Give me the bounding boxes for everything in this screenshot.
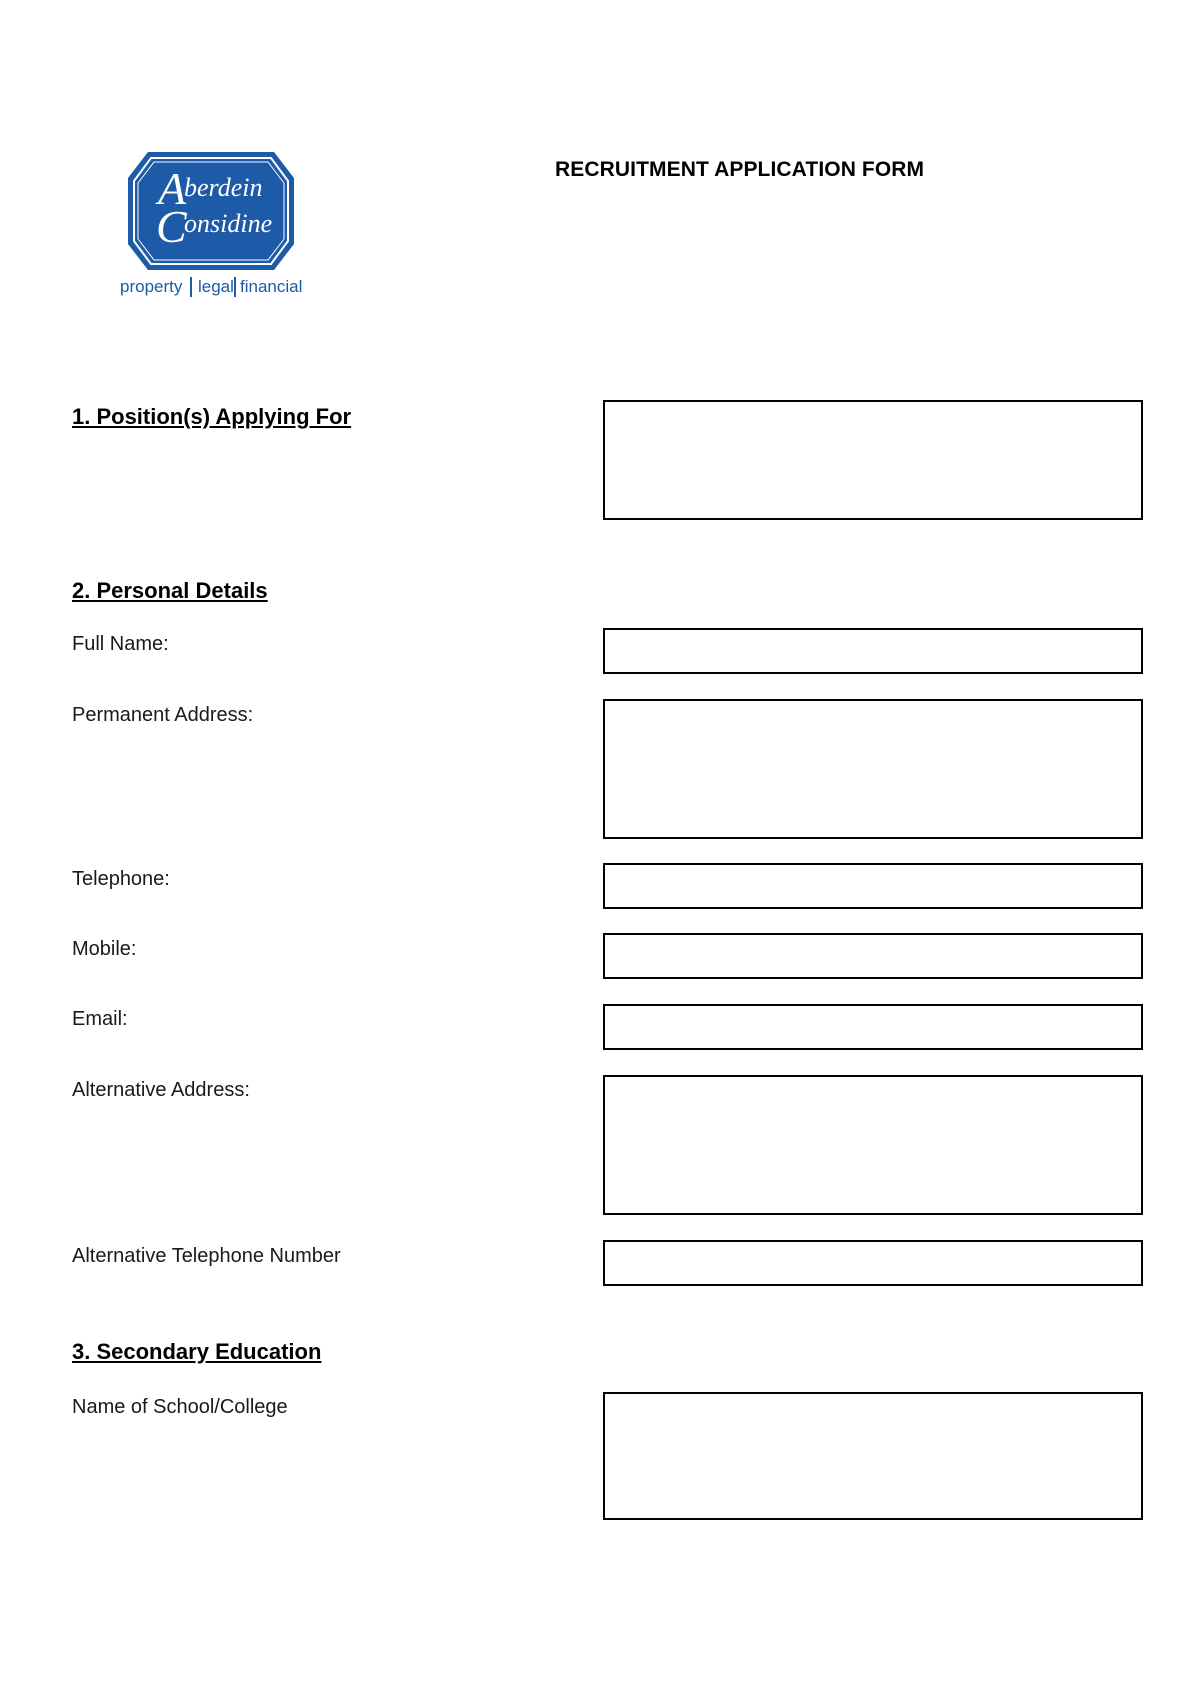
logo-line-1: berdein [184, 173, 263, 202]
form-title: RECRUITMENT APPLICATION FORM [555, 158, 925, 181]
full-name-field[interactable] [603, 628, 1143, 674]
mobile-field[interactable] [603, 933, 1143, 979]
logo-line-2: onsidine [184, 209, 273, 238]
permanent-address-field[interactable] [603, 699, 1143, 839]
alternative-telephone-label: Alternative Telephone Number [72, 1245, 341, 1267]
school-name-label: Name of School/College [72, 1396, 288, 1418]
telephone-label: Telephone: [72, 868, 170, 890]
section-heading-secondary-education: 3. Secondary Education [72, 1339, 322, 1364]
school-name-field[interactable] [603, 1392, 1143, 1520]
permanent-address-label: Permanent Address: [72, 704, 254, 726]
positions-applying-for-field[interactable] [603, 400, 1143, 520]
logo-tagline-property: property [120, 277, 183, 296]
alternative-address-label: Alternative Address: [72, 1079, 250, 1101]
section-heading-positions: 1. Position(s) Applying For [72, 404, 352, 429]
logo-initial-a: A [158, 163, 187, 214]
logo-tagline-financial: financial [240, 277, 303, 296]
telephone-field[interactable] [603, 863, 1143, 909]
section-heading-personal-details: 2. Personal Details [72, 578, 268, 603]
logo-tagline-legal: legal [198, 277, 234, 296]
email-field[interactable] [603, 1004, 1143, 1050]
mobile-label: Mobile: [72, 938, 137, 960]
alternative-telephone-field[interactable] [603, 1240, 1143, 1286]
logo-octagon-icon [118, 150, 304, 300]
full-name-label: Full Name: [72, 633, 169, 655]
logo-initial-c: C [156, 201, 187, 252]
alternative-address-field[interactable] [603, 1075, 1143, 1215]
email-label: Email: [72, 1008, 128, 1030]
company-logo [118, 150, 304, 300]
